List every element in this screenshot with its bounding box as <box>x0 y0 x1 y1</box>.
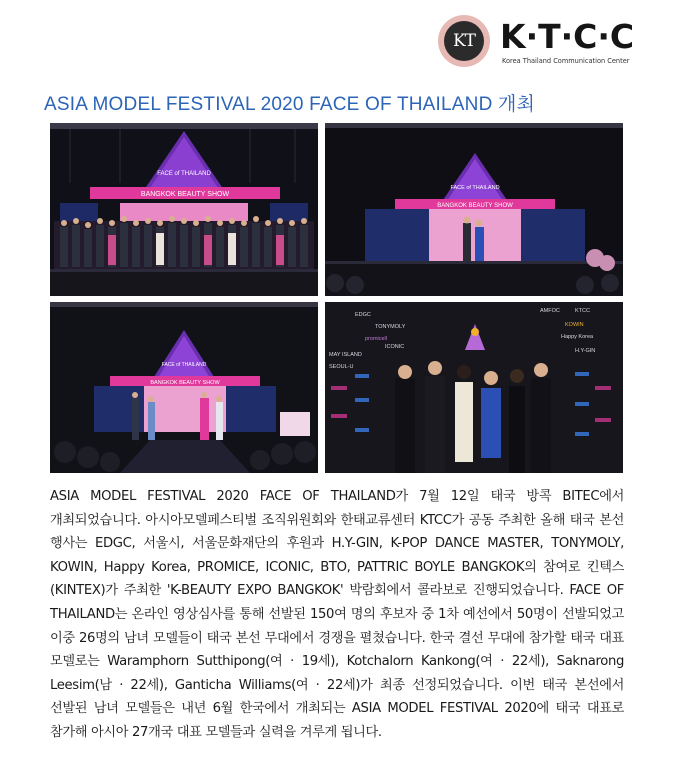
photo-award-stage <box>325 123 623 296</box>
backdrop-logo-mayisland: MAY ISLAND <box>329 352 362 358</box>
stage-sign-text: BANGKOK BEAUTY SHOW <box>150 380 220 386</box>
photo-group-stage <box>50 123 318 296</box>
stage-sign-text: BANGKOK BEAUTY SHOW <box>437 203 513 209</box>
backdrop-logo-promicell: promicell <box>365 336 388 342</box>
logo-wordmark: K·T·C·C <box>500 17 635 56</box>
logo-badge-text: KT <box>444 21 484 61</box>
backdrop-logo-seoulu: SEOUL-U <box>329 364 354 370</box>
logo-badge <box>438 15 490 67</box>
backdrop-logo-tonymoly: TONYMOLY <box>375 324 406 330</box>
article-body: ASIA MODEL FESTIVAL 2020 FACE OF THAILAND가 7월 12일 태국 방콕 BITEC에서 개최되었습니다. 아시아모델페스티벌 조직위원회와 한태교류센터 KTCC가 공동 주최한 올해 태국 본선 행사는 EDGC, 서울시, 서울문화재단의 후원과 H.Y-GIN, K-POP DANCE MASTER, TONYMOLY, KOWIN, Happy Korea, PROMICE, ICONIC, BTO, PATTRIC BOYLE BANGKOK의 참여로 킨텍스(KINTEX)가 주최한 'K-BEAUTY EXPO BANGKOK' 박람회에서 콜라보로 진행되었습니다. FACE OF THAILAND는 온라인 영상심사를 통해 선발된 150여 명의 후보자 중 1차 예선에서 50명이 선발되었고 이중 26명의 남녀 모델들이 태국 본선 무대에서 경쟁을 펼쳤습니다. 한국 결선 무대에 참가할 태국 대표 모델로는 Waramphorn Sutthipong(여 · 19세), Kotchalorn Kankong(여 · 22세), Saknarong Leesim(남 · 22세), Ganticha Williams(여 · 22세)가 최종 선정되었습니다. 이번 태국 본선에서 선발된 남녀 모델들은 내년 6월 한국에서 개최되는 ASIA MODEL FESTIVAL 2020에 태국 대표로 참가해 아시아 27개국 대표 모델들과 실력을 겨루게 됩니다. <box>50 489 624 740</box>
backdrop-logo-ktcc: KTCC <box>575 308 590 314</box>
backdrop-logo-hygin: H.Y-GIN <box>575 348 596 354</box>
ktcc-logo <box>438 15 635 71</box>
backdrop-logo-edgc: EDGC <box>355 312 371 318</box>
logo-subtitle: Korea Thailand Communication Center <box>502 57 630 65</box>
stage-sign-text: BANGKOK BEAUTY SHOW <box>140 191 230 198</box>
screen-text: FACE of THAILAND <box>161 362 207 368</box>
screen-text: FACE of THAILAND <box>157 171 211 177</box>
article-title: ASIA MODEL FESTIVAL 2020 FACE OF THAILAND 개최 <box>44 94 536 115</box>
backdrop-logo-iconic: ICONIC <box>385 344 405 350</box>
backdrop-logo-happykorea: Happy Korea <box>561 334 594 340</box>
backdrop-logo-amfoc: AMFOC <box>540 308 560 314</box>
screen-text: FACE of THAILAND <box>450 185 500 191</box>
photo-winners-photowall <box>325 302 623 473</box>
photo-runway <box>50 302 318 473</box>
backdrop-logo-kowin: KOWIN <box>565 322 584 328</box>
